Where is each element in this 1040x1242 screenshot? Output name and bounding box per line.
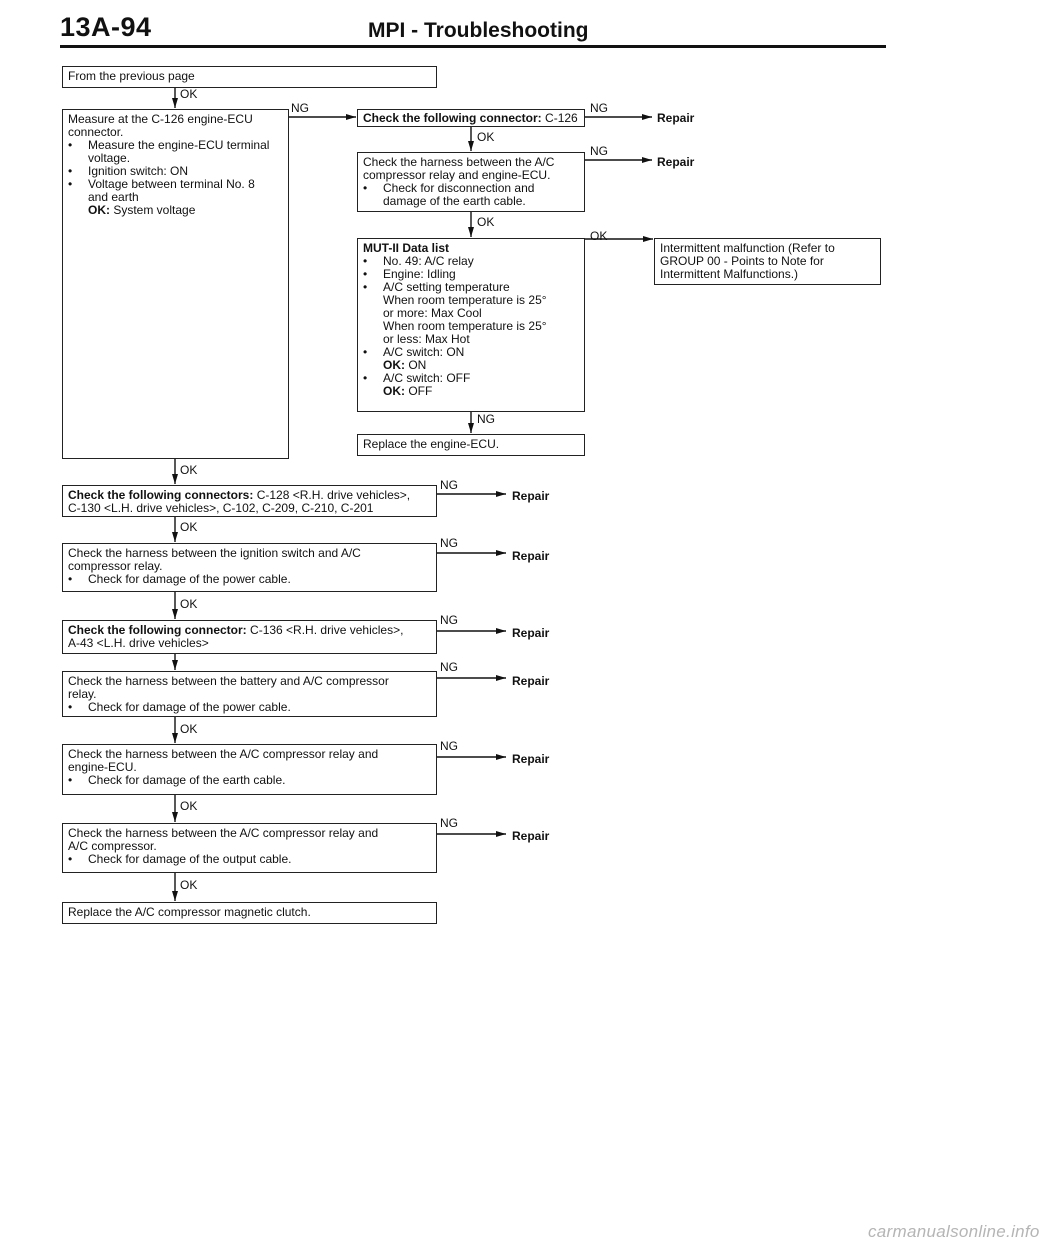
ok-spec-label: OK:	[383, 384, 405, 398]
measure-line-2: connector.	[68, 125, 124, 139]
harness-bullet	[68, 774, 431, 787]
intermittent-line: GROUP 00 - Points to Note for	[660, 254, 824, 268]
repair-label: Repair	[512, 549, 550, 563]
watermark: carmanualsonline.info	[868, 1222, 1040, 1241]
box-replace-ecu	[357, 434, 585, 456]
repair-label: Repair	[512, 829, 550, 843]
ok-label: OK	[180, 87, 198, 101]
harness-line-1: Check the harness between the A/C compressor relay and	[68, 826, 379, 840]
ng-label: NG	[590, 144, 608, 158]
detail-line: When room temperature is 25°	[383, 319, 547, 333]
connector-heading: Check the following connector:	[363, 111, 542, 125]
replace-ecu-text: Replace the engine-ECU.	[363, 437, 500, 451]
ok-label: OK	[180, 597, 198, 611]
ok-label: OK	[180, 722, 198, 736]
bullet-icon: •	[68, 138, 73, 152]
harness-line-2: compressor relay and engine-ECU.	[363, 168, 551, 182]
bullet-text: Check for damage of the output cable.	[88, 852, 292, 866]
page-title: MPI - Troubleshooting	[368, 19, 589, 42]
measure-line-1: Measure at the C-126 engine-ECU	[68, 112, 253, 126]
bullet-text: voltage.	[88, 151, 131, 165]
connector-id: C-126	[545, 111, 578, 125]
mut-title: MUT-II Data list	[363, 241, 450, 255]
harness-line-2: engine-ECU.	[68, 760, 137, 774]
ok-label: OK	[180, 520, 198, 534]
ng-label: NG	[440, 816, 458, 830]
harness-bullet	[68, 853, 431, 866]
bullet-icon: •	[68, 572, 73, 586]
harness-line-1: Check the harness between the ignition switch and A/C	[68, 546, 361, 560]
bullet-text: Voltage between terminal No. 8	[88, 177, 255, 191]
ok-label: OK	[180, 878, 198, 892]
ok-label: OK	[590, 229, 608, 243]
connector-heading: Check the following connector:	[68, 623, 247, 637]
bullet-text: Check for damage of the power cable.	[88, 700, 291, 714]
box-harness-relay-compressor	[62, 823, 437, 873]
mut-ok-off	[363, 385, 579, 398]
bullet-icon: •	[68, 164, 73, 178]
repair-label: Repair	[657, 111, 695, 125]
harness-line-2: relay.	[68, 687, 97, 701]
connector-id: C-128 <R.H. drive vehicles>,	[256, 488, 411, 502]
harness-line-1: Check the harness between the battery and A/C compressor	[68, 674, 389, 688]
box-harness-relay-ecu	[62, 744, 437, 795]
box-harness-relay-ecu-earth	[357, 152, 585, 212]
ok-spec-value: System voltage	[113, 203, 196, 217]
ng-label: NG	[440, 478, 458, 492]
detail-line: When room temperature is 25°	[383, 293, 547, 307]
connector-id-line-2: A-43 <L.H. drive vehicles>	[68, 636, 209, 650]
harness-line-1: Check the harness between the A/C compressor relay and	[68, 747, 379, 761]
box-connectors-c128	[62, 485, 437, 517]
bullet-icon: •	[363, 345, 368, 359]
intermittent-line: Intermittent Malfunctions.)	[660, 267, 799, 281]
ng-label: NG	[440, 660, 458, 674]
intermittent-line: Intermittent malfunction (Refer to	[660, 241, 835, 255]
bullet-icon: •	[68, 177, 73, 191]
measure-ok-spec	[68, 204, 283, 217]
box-previous-page	[62, 66, 437, 88]
measure-bullet-1	[68, 139, 283, 165]
ok-label: OK	[477, 215, 495, 229]
box-measure-ecu	[62, 109, 289, 459]
harness-line-2: compressor relay.	[68, 559, 163, 573]
bullet-text: and earth	[88, 190, 139, 204]
ng-label: NG	[291, 101, 309, 115]
bullet-text: Ignition switch: ON	[88, 164, 189, 178]
ok-label: OK	[180, 463, 198, 477]
page-number: 13A-94	[60, 12, 152, 42]
box-harness-ignition	[62, 543, 437, 592]
previous-page-text: From the previous page	[68, 69, 195, 83]
ok-spec-value: OFF	[408, 384, 433, 398]
bullet-text: A/C switch: ON	[383, 345, 465, 359]
box-intermittent-malfunction	[654, 238, 881, 285]
ng-label: NG	[590, 101, 608, 115]
connector-id-line-2: C-130 <L.H. drive vehicles>, C-102, C-209, C-210, C-201	[68, 501, 374, 515]
harness-bullet	[68, 701, 431, 714]
bullet-icon: •	[363, 371, 368, 385]
replace-clutch-text: Replace the A/C compressor magnetic clutch.	[68, 905, 311, 919]
bullet-icon: •	[363, 280, 368, 294]
bullet-text: Check for damage of the power cable.	[88, 572, 291, 586]
mut-temperature-detail	[363, 294, 579, 346]
harness-bullet	[363, 182, 579, 208]
bullet-text: A/C setting temperature	[383, 280, 510, 294]
ng-label: NG	[440, 739, 458, 753]
bullet-icon: •	[363, 267, 368, 281]
harness-line-1: Check the harness between the A/C	[363, 155, 555, 169]
bullet-text: No. 49: A/C relay	[383, 254, 474, 268]
ok-label: OK	[180, 799, 198, 813]
bullet-text: damage of the earth cable.	[383, 194, 526, 208]
ng-label: NG	[440, 536, 458, 550]
harness-line-2: A/C compressor.	[68, 839, 157, 853]
box-connector-c126	[357, 109, 585, 127]
ng-label: NG	[477, 412, 495, 426]
repair-label: Repair	[512, 489, 550, 503]
harness-bullet	[68, 573, 431, 586]
repair-label: Repair	[512, 674, 550, 688]
bullet-text: Measure the engine-ECU terminal	[88, 138, 270, 152]
ng-label: NG	[440, 613, 458, 627]
bullet-text: Engine: Idling	[383, 267, 456, 281]
ok-spec-value: ON	[408, 358, 427, 372]
measure-bullet-3	[68, 178, 283, 204]
box-mut-data-list	[357, 238, 585, 412]
bullet-icon: •	[363, 181, 368, 195]
connector-heading: Check the following connectors:	[68, 488, 254, 502]
bullet-text: A/C switch: OFF	[383, 371, 471, 385]
bullet-icon: •	[68, 700, 73, 714]
bullet-icon: •	[363, 254, 368, 268]
box-replace-clutch	[62, 902, 437, 924]
box-connector-c136	[62, 620, 437, 654]
repair-label: Repair	[512, 626, 550, 640]
detail-line: or more: Max Cool	[383, 306, 482, 320]
connector-id: C-136 <R.H. drive vehicles>,	[250, 623, 404, 637]
bullet-icon: •	[68, 773, 73, 787]
detail-line: or less: Max Hot	[383, 332, 470, 346]
bullet-text: Check for disconnection and	[383, 181, 535, 195]
bullet-icon: •	[68, 852, 73, 866]
ok-label: OK	[477, 130, 495, 144]
ok-spec-label: OK:	[383, 358, 405, 372]
repair-label: Repair	[512, 752, 550, 766]
ok-spec-label: OK:	[88, 203, 110, 217]
box-harness-battery	[62, 671, 437, 717]
bullet-text: Check for damage of the earth cable.	[88, 773, 286, 787]
repair-label: Repair	[657, 155, 695, 169]
